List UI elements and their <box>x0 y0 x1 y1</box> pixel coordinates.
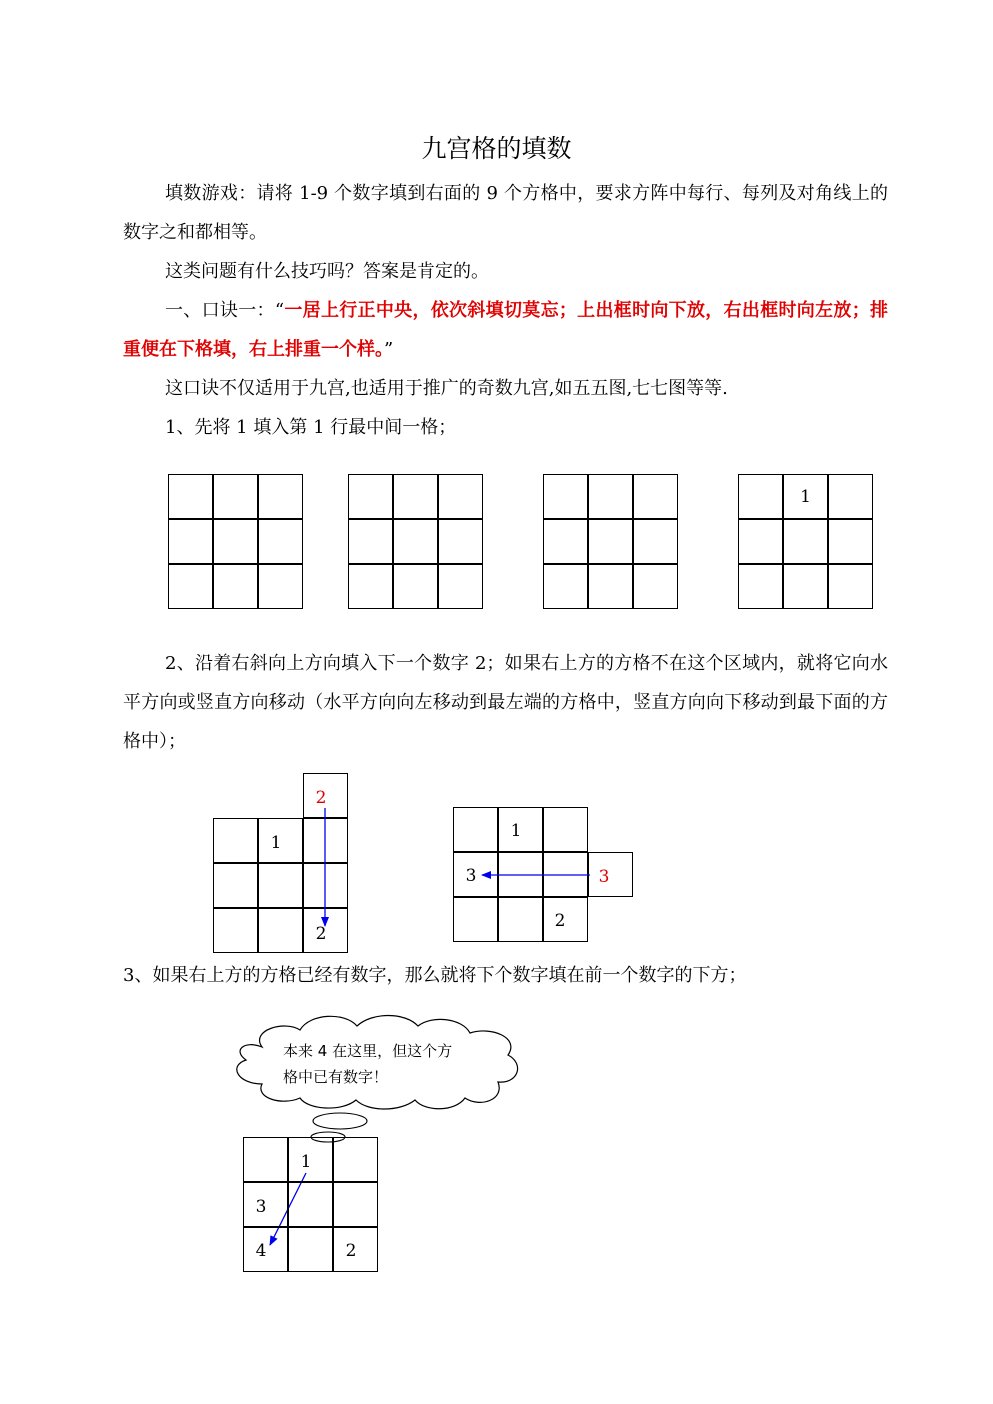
page-title: 九宫格的填数 <box>421 134 572 163</box>
horizontal-grid-overflow-3: 3 <box>598 867 610 887</box>
step2-text: 2、沿着右斜向上方向填入下一个数字 2；如果右上方的方格不在这个区域内，就将它向水平方向或竖直方向移动（水平方向向左移动到最左端的方格中，竖直方向向下移动到最下面的方格中）； <box>123 653 888 752</box>
applicability-paragraph: 这口诀不仅适用于九宫,也适用于推广的奇数九宫,如五五图,七七图等等. <box>165 378 728 399</box>
grid-cell-top-center: 1 <box>783 474 828 519</box>
rhyme-prefix: 一、口诀一：“ <box>165 300 285 321</box>
vertical-grid-number-1: 1 <box>270 833 282 853</box>
repeat-grid-number-4: 4 <box>255 1241 267 1261</box>
rhyme-text: 一居上行正中央，依次斜填切莫忘；上出框时向下放，右出框时向左放；排重便在下格填，右上排重一个样。 <box>123 300 889 360</box>
repeat-grid-number-1: 1 <box>300 1152 312 1172</box>
vertical-grid-overflow-2: 2 <box>315 788 327 808</box>
horizontal-grid-number-3: 3 <box>465 866 477 886</box>
thought-bubble-large <box>313 1113 367 1129</box>
vertical-grid-number-2: 2 <box>315 924 327 944</box>
horizontal-grid-number-1: 1 <box>510 821 522 841</box>
intro-paragraph: 填数游戏：请将 1-9 个数字填到右面的 9 个方格中，要求方阵中每行、每列及对角线上的数字之和都相等。 <box>123 183 888 243</box>
repeat-grid-number-3: 3 <box>255 1197 267 1217</box>
step3-text: 3、如果右上方的方格已经有数字，那么就将下个数字填在前一个数字的下方； <box>123 965 747 986</box>
step1-text: 1、先将 1 填入第 1 行最中间一格； <box>165 417 457 438</box>
rhyme-suffix: ” <box>384 339 394 360</box>
cloud-text: 本来 4 在这里，但这个方格中已有数字！ <box>283 1042 453 1086</box>
repeat-grid-number-2: 2 <box>345 1241 357 1261</box>
horizontal-grid-number-2: 2 <box>554 911 566 931</box>
question-paragraph: 这类问题有什么技巧吗？答案是肯定的。 <box>165 261 489 282</box>
